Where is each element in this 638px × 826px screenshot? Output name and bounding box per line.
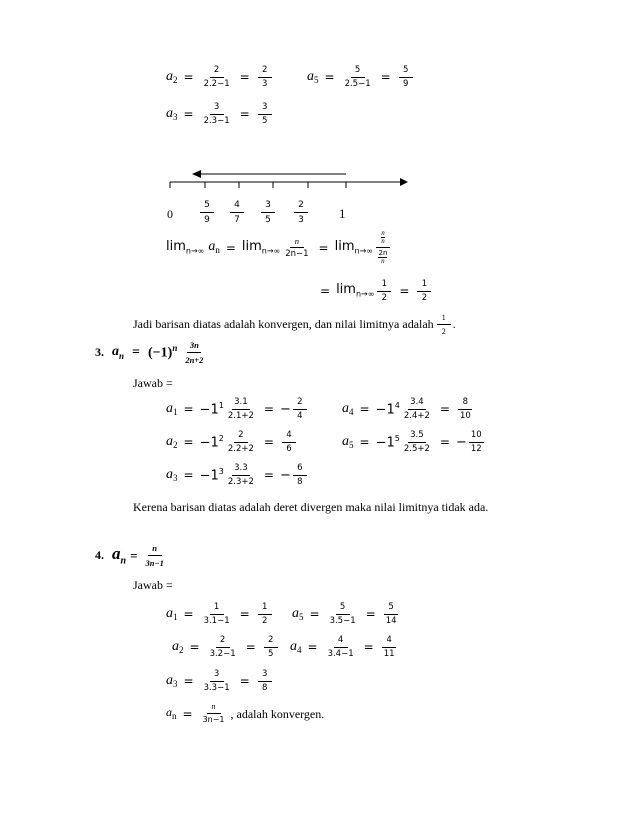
- number-line-label-4-7: $\frac{4}{7}$: [228, 200, 246, 225]
- sec2-a5-equation: $a_5$ = $\frac{5}{2.5-1}$ = $\frac{5}{9}$: [307, 66, 415, 88]
- number-line-label-3-5: $\frac{3}{5}$: [259, 200, 277, 225]
- sec4-a3-equation: $a_3$ = $\frac{3}{3.3-1}$ = $\frac{3}{8}$: [166, 670, 274, 692]
- sec4-a5-equation: $a_5$ = $\frac{5}{3.5-1}$ = $\frac{5}{14}$: [292, 602, 397, 626]
- sec3-a5-equation: $a_5$ = $-1^5$ $\frac{3.5}{2.5+2}$ = − $\frac{10}{12}$: [342, 430, 482, 454]
- sec4-jawab: Jawab =: [133, 578, 173, 592]
- sec3-a3-equation: $a_3$ = $-1^3$ $\frac{3.3}{2.3+2}$ = − $\frac{6}{8}$: [166, 464, 309, 486]
- number-line: [160, 168, 420, 198]
- sec3-jawab: Jawab =: [133, 376, 173, 390]
- sec4-final-statement: $a_n$ = $\frac{n}{3n-1}$ , adalah konvergen.: [166, 702, 325, 724]
- number-line-label-5-9: $\frac{5}{9}$: [198, 200, 216, 225]
- sec3-a4-equation: $a_4$ = $-1^4$ $\frac{3.4}{2.4+2}$ = $\frac{8}{10}$: [342, 397, 471, 421]
- number-line-label-one: 1: [339, 206, 346, 221]
- number-line-left-arrowhead: [192, 170, 201, 178]
- limit-line-1: $\lim_{n\to\infty}$ $a_n$ = $\lim_{n\to\infty}$ $\frac{n}{2n-1}$ = $\lim_{n\to\infty}$ n n 2n n: [166, 230, 392, 265]
- sec3-a2-equation: $a_2$ = $-1^2$ $\frac{2}{2.2+2}$ = $\frac{4}{6}$: [166, 431, 298, 453]
- sec4-a4-equation: $a_4$ = $\frac{4}{3.4-1}$ = $\frac{4}{11}$: [290, 635, 395, 659]
- sec4-heading: 4. $a_n$ = $\frac{n}{3n-1}$: [95, 543, 164, 568]
- number-line-right-arrowhead: [400, 178, 408, 186]
- limit-line-2: = $\lim_{n\to\infty}$ $\frac{1}{2}$ = $\frac{1}{2}$: [320, 280, 433, 302]
- sec2-conclusion: Jadi barisan diatas adalah konvergen, dan nilai limitnya adalah $\frac{1}{2}$ .: [133, 313, 456, 336]
- sec2-a3-equation: $a_3$ = $\frac{3}{2.3-1}$ = $\frac{3}{5}$: [166, 103, 274, 125]
- sec4-a2-equation: $a_2$ = $\frac{2}{3.2-1}$ = $\frac{2}{5}$: [172, 636, 280, 658]
- number-line-label-2-3: $\frac{2}{3}$: [292, 200, 310, 225]
- sec4-a1-equation: $a_1$ = $\frac{1}{3.1-1}$ = $\frac{1}{2}$: [166, 603, 274, 625]
- sec3-conclusion: Kerena barisan diatas adalah deret divergen maka nilai limitnya tidak ada.: [133, 500, 489, 514]
- sec3-a1-equation: $a_1$ = $-1^1$ $\frac{3.1}{2.1+2}$ = − $\frac{2}{4}$: [166, 398, 309, 420]
- number-line-label-zero: 0: [167, 207, 173, 221]
- sec3-heading: 3. $a_n$ = $(-1)^n$ $\frac{3n}{2n+2}$: [95, 340, 204, 365]
- sec2-a2-equation: $a_2$ = $\frac{2}{2.2-1}$ = $\frac{2}{3}$: [166, 66, 274, 88]
